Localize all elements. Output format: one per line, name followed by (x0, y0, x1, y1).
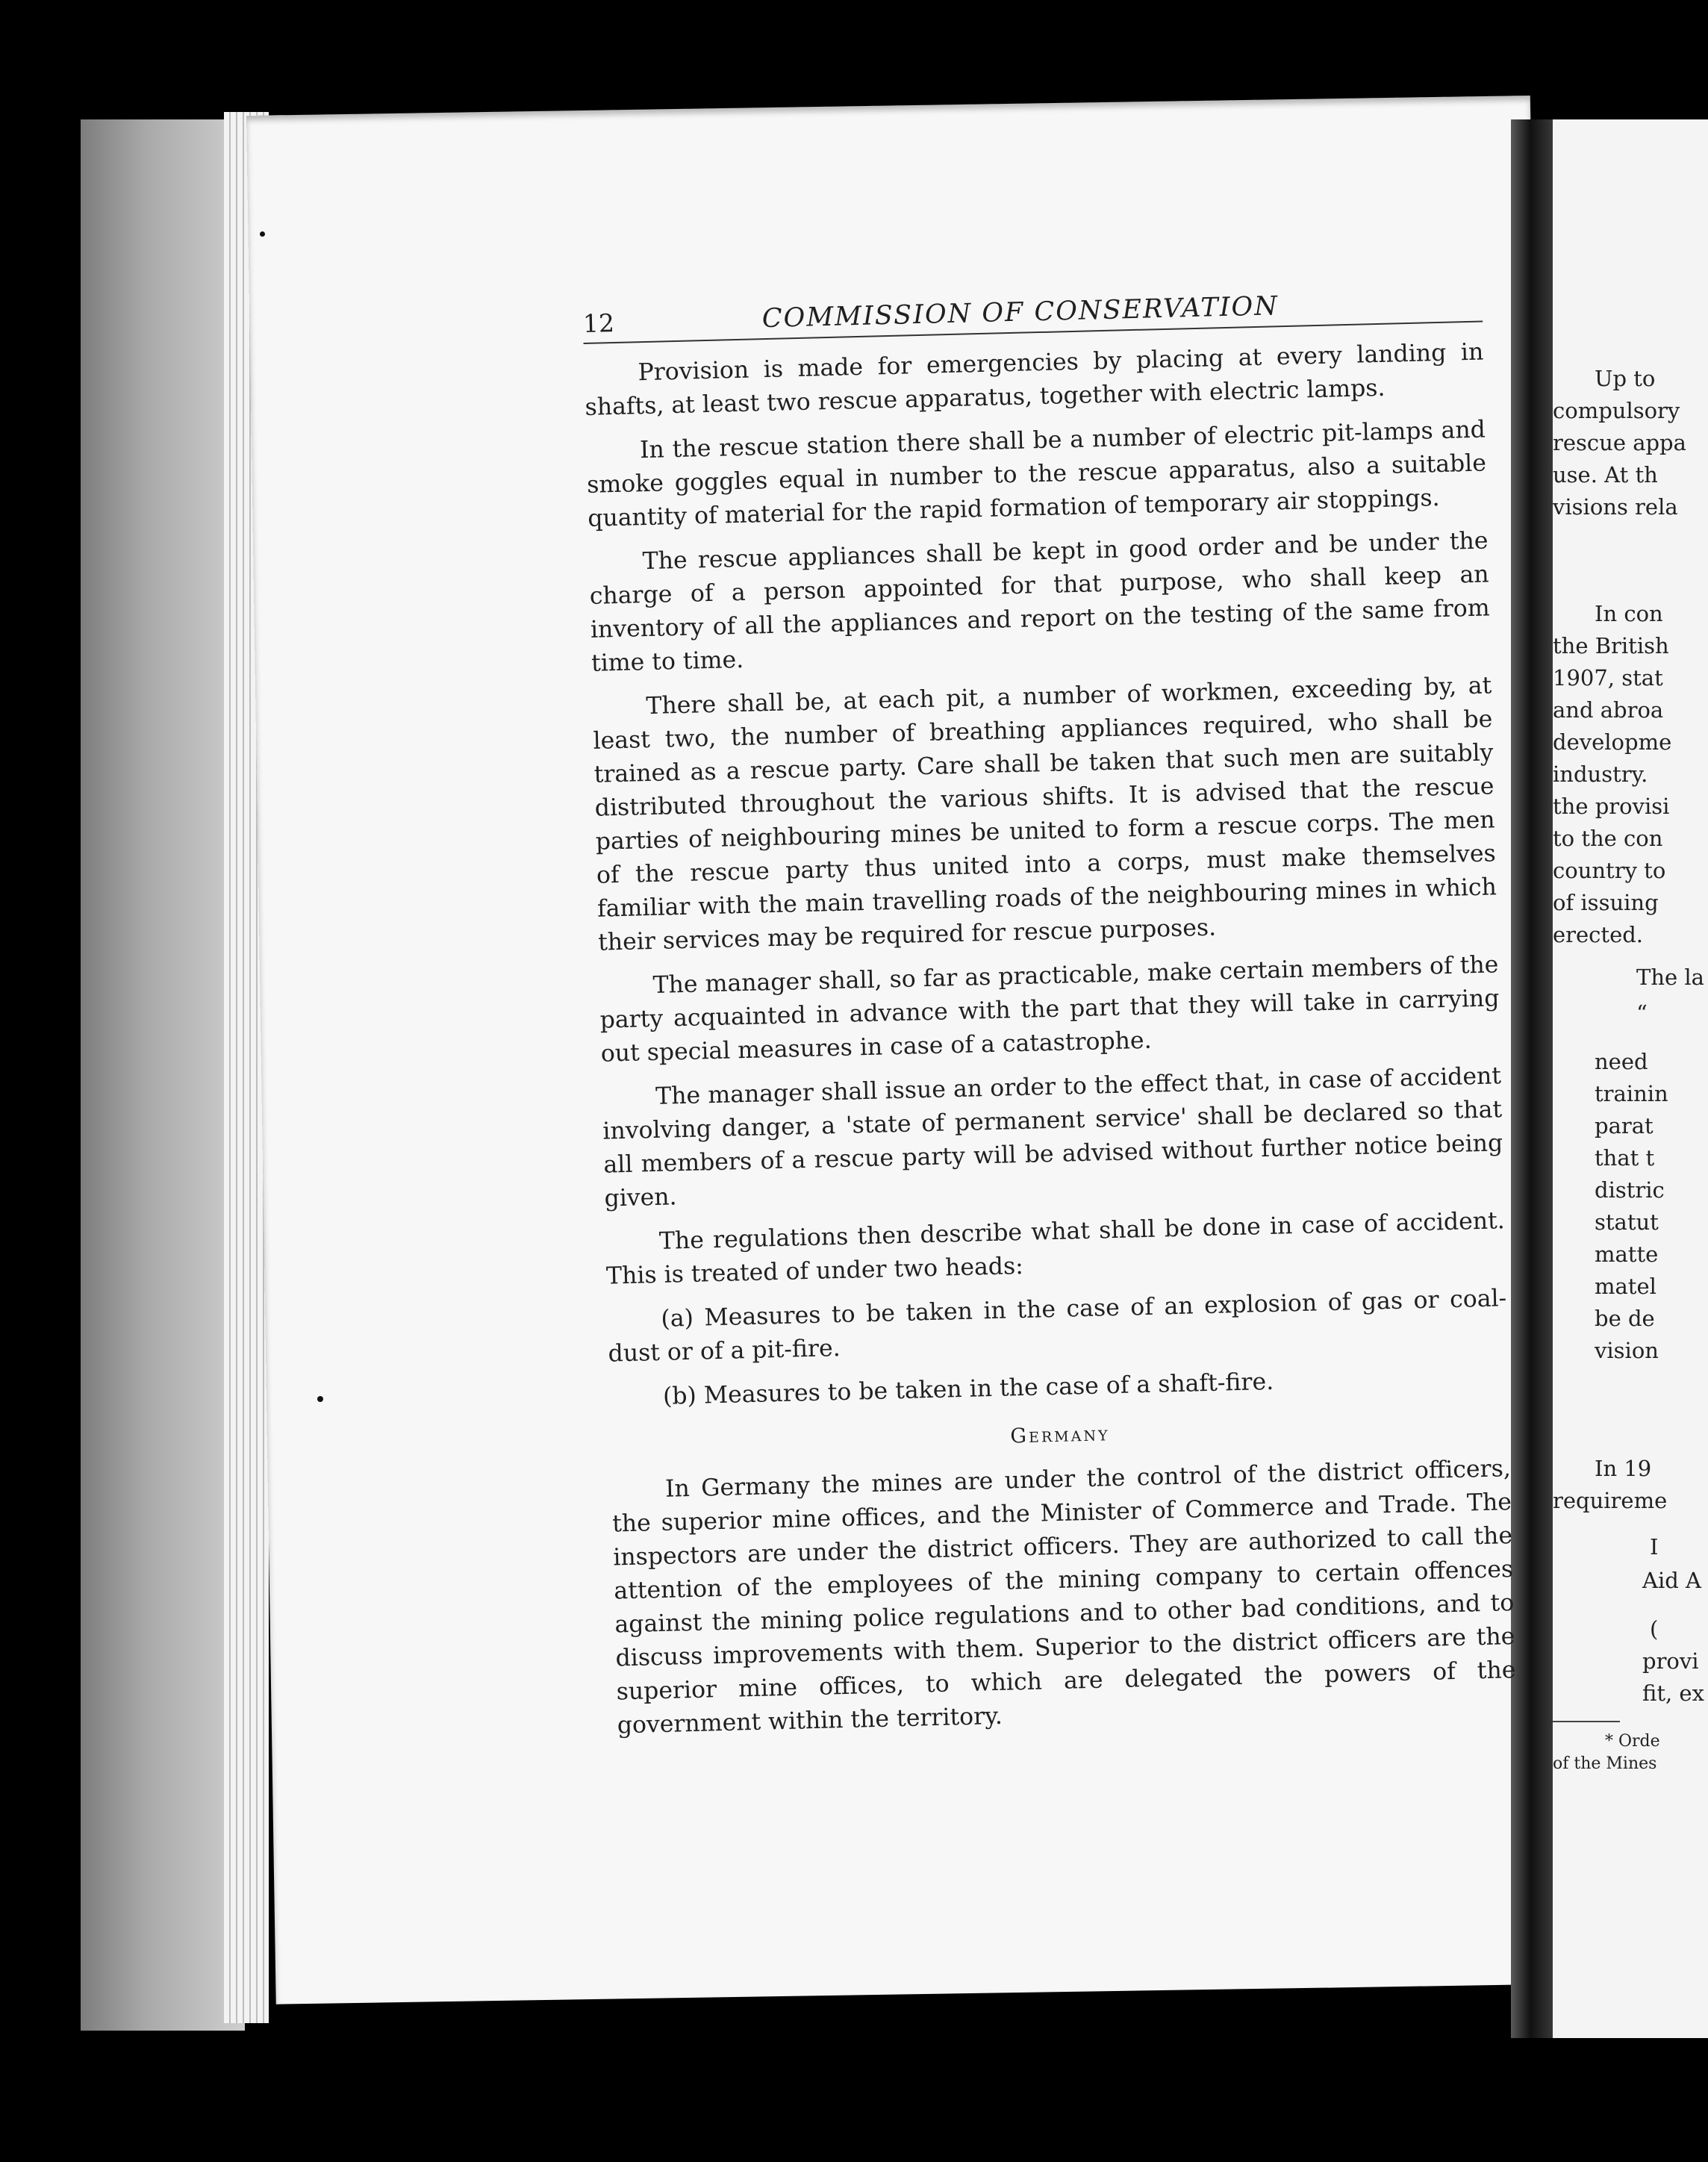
right-page-line: ( (1650, 1616, 1659, 1642)
paragraph: The manager shall, so far as practicable, make certain members of the party acquainted in advance with the part that they will take in carrying out special measures in case of a catastrophe. (599, 951, 1500, 1068)
list-item: (a) Measures to be taken in the case of an explosion of gas or coal-dust or of a pit-fire. (608, 1285, 1507, 1368)
right-page-line: rescue appa (1553, 430, 1686, 455)
paragraph: The regulations then describe what shall be done in case of accident. This is treated of under two heads: (605, 1207, 1506, 1290)
paragraph: In the rescue station there shall be a number of electric pit-lamps and smoke goggles equal in number to the rescue apparatus, also a suitable quantity of material for the rapid formation of temporary air stoppings. (586, 416, 1487, 532)
list-item: (b) Measures to be taken in the case of a shaft-fire. (662, 1368, 1274, 1410)
right-page-line: 1907, stat (1553, 665, 1663, 691)
paragraph: There shall be, at each pit, a number of workmen, exceeding by, at least two, the number of breathing appliances required, who shall be trained as a rescue party. Care shall be taken that such men are suitably distributed throughout the various shifts. It is advised that the rescue parties of neighbouring mines be united to form a rescue corps. The men of the rescue party thus united into a corps, must make themselves familiar with the main travelling roads of the neighbouring mines in which their services may be required for rescue purposes. (593, 672, 1497, 956)
right-page-line: trainin (1595, 1081, 1668, 1106)
right-page-line: distric (1595, 1177, 1665, 1203)
right-page-line: “ (1636, 1000, 1648, 1026)
right-page-line: the British (1553, 633, 1669, 658)
right-page-line: Aid A (1642, 1568, 1701, 1593)
running-title: COMMISSION OF CONSERVATION (761, 291, 1280, 334)
right-page-line: need (1595, 1049, 1648, 1074)
page-content (582, 273, 1517, 1754)
scan-speck (317, 1396, 323, 1402)
right-page-line: statut (1595, 1209, 1659, 1235)
right-page-line: matte (1595, 1242, 1659, 1267)
paragraph: In Germany the mines are under the control of the district officers, the superior mine offices, and the Minister of Commerce and Trade. The inspectors are under the district officers. They are authorized to call the attention of the employees of the mining company to certain offences against the mining police regulations and to other bad conditions, and to discuss improvements with them. Superior to the district officers are the superior mine offices, to which are delegated the powers of the government within the territory. (611, 1455, 1516, 1739)
right-page-line: compulsory (1553, 398, 1680, 423)
right-page-line: provi (1642, 1648, 1699, 1674)
section-heading: Germany (1010, 1422, 1110, 1448)
right-page-line: industry. (1553, 761, 1648, 787)
right-page-line: use. At th (1553, 462, 1658, 487)
right-page-line: In 19 (1595, 1456, 1652, 1481)
right-page-line: erected. (1553, 922, 1644, 947)
right-page-line: country to (1553, 858, 1666, 883)
right-page-line: and abroa (1553, 697, 1664, 723)
right-page-line: The la (1636, 965, 1704, 990)
book-gutter (1511, 119, 1554, 2038)
right-page-line: vision (1595, 1338, 1659, 1363)
right-page-line: requireme (1553, 1488, 1668, 1513)
paragraph: The manager shall issue an order to the effect that, in case of accident involving danger, a 'state of permanent service' shall be declared so that all members of a rescue party will be advised without further notice being given. (602, 1062, 1503, 1212)
right-page-line: Up to (1595, 366, 1656, 391)
paragraph: Provision is made for emergencies by placing at every landing in shafts, at least two rescue apparatus, together with electric lamps. (585, 338, 1484, 421)
page-number: 12 (582, 308, 615, 338)
right-page-line: I (1650, 1534, 1659, 1560)
body-text (584, 336, 1517, 1743)
paragraph: The rescue appliances shall be kept in good order and be under the charge of a person appointed for that purpose, who shall keep an inventory of all the appliances and report on the testing of the same from time to time. (589, 527, 1491, 677)
right-page-line: the provisi (1553, 794, 1670, 819)
right-page-line: be de (1595, 1306, 1655, 1331)
right-page-line: fit, ex (1642, 1680, 1704, 1706)
right-page-line: developme (1553, 729, 1672, 755)
right-page-line: parat (1595, 1113, 1654, 1138)
right-page-line: visions rela (1553, 494, 1678, 520)
footnote-rule (1553, 1721, 1620, 1722)
scanner-background-left (81, 119, 245, 2031)
right-page-line: of issuing (1553, 890, 1659, 915)
right-page-sheet (1553, 119, 1708, 2038)
right-page-line: that t (1595, 1145, 1655, 1171)
right-page-footnote: of the Mines (1553, 1754, 1657, 1773)
scan-speck (260, 231, 265, 237)
right-page-line: In con (1595, 601, 1663, 626)
right-page-line: matel (1595, 1274, 1656, 1299)
right-page-line: to the con (1553, 826, 1663, 851)
right-page-footnote: * Orde (1605, 1732, 1660, 1751)
